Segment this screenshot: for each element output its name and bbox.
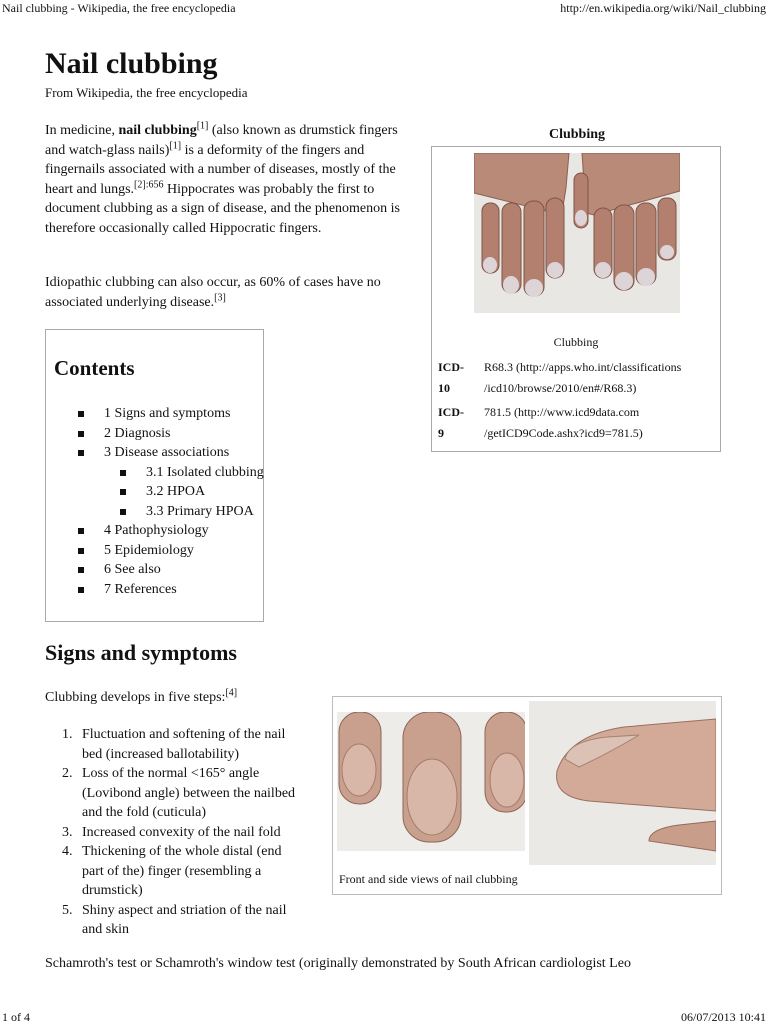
icd9-link[interactable]: 781.5 (http://www.icd9data.com /getICD9Code.ashx?icd9=781.5) <box>484 405 643 440</box>
bullet-icon <box>78 548 84 554</box>
step-number: 3. <box>62 824 73 840</box>
page-title-header: Nail clubbing - Wikipedia, the free encyclopedia <box>2 1 236 15</box>
intro-text-4: Hippocrates was probably the first to document clubbing as a sign of disease, and the phenomenon is therefore occasionally called Hippocratic fingers. <box>45 181 400 236</box>
side-view-photo[interactable] <box>529 701 716 865</box>
bullet-icon <box>78 411 84 417</box>
article-title: Nail clubbing <box>45 47 218 80</box>
print-datetime: 06/07/2013 10:41 <box>680 1010 766 1024</box>
bullet-icon <box>120 489 126 495</box>
infobox-image-label: Clubbing <box>553 335 599 349</box>
toc-item-label: 7 References <box>104 581 177 597</box>
list-item <box>45 842 305 901</box>
list-item <box>45 725 305 764</box>
article-subtitle: From Wikipedia, the free encyclopedia <box>45 85 248 100</box>
icd10-label: ICD-10 <box>438 360 464 395</box>
ref-2[interactable]: [2]:656 <box>134 178 164 190</box>
ref-1b[interactable]: [1] <box>169 139 182 151</box>
front-view-photo[interactable] <box>337 712 525 851</box>
clubbing-hands-photo[interactable] <box>474 153 680 313</box>
toc-item-label: 6 See also <box>104 562 161 577</box>
nail-clubbing-figure <box>332 696 722 895</box>
figure-caption: Front and side views of nail clubbing <box>339 872 518 886</box>
ref-4[interactable]: [4] <box>225 687 238 699</box>
table-of-contents <box>45 329 264 622</box>
icd10-link[interactable]: R68.3 (http://apps.who.int/classifications /icd10/browse/2010/en#/R68.3) <box>484 360 682 395</box>
schamroth-paragraph: Schamroth's test or Schamroth's window test (originally demonstrated by South African cardiologist Leo <box>45 956 631 971</box>
step-number: 2. <box>62 766 73 781</box>
intro-text-3: is a deformity of the fingers and fingernails associated with a number of diseases, mostly of the heart and lungs. <box>45 142 396 197</box>
steps-intro-text: Clubbing develops in five steps: <box>45 690 226 705</box>
url-header: http://en.wikipedia.org/wiki/Nail_clubbing <box>560 1 766 15</box>
idiopathic-text: Idiopathic clubbing can also occur, as 60% of cases have no associated underlying disease. <box>45 275 381 310</box>
idiopathic-paragraph <box>45 273 417 312</box>
term-nail-clubbing: nail clubbing <box>118 123 197 138</box>
toc-item-label: 3 Disease associations <box>104 445 230 460</box>
toc-item-label: 5 Epidemiology <box>104 542 194 558</box>
list-item <box>45 764 305 823</box>
step-text: Thickening of the whole distal (end part of the) finger (resembling a drumstick) <box>82 844 282 898</box>
toc-item-label: 4 Pathophysiology <box>104 523 209 538</box>
step-number: 1. <box>62 727 73 742</box>
infobox-caption: Clubbing <box>548 127 606 142</box>
step-text: Shiny aspect and striation of the nail and skin <box>82 902 287 937</box>
step-text: Increased convexity of the nail fold <box>82 824 281 840</box>
intro-paragraph <box>45 121 417 238</box>
ref-3[interactable]: [3] <box>214 291 226 303</box>
bullet-icon <box>120 470 126 476</box>
toc-item-label: 3.1 Isolated clubbing <box>146 464 264 480</box>
toc-item-label: 1 Signs and symptoms <box>104 406 231 421</box>
toc-title: Contents <box>54 356 135 380</box>
toc-item-label: 3.3 Primary HPOA <box>146 503 254 519</box>
step-number: 4. <box>62 844 73 859</box>
bullet-icon <box>78 431 84 437</box>
infobox <box>431 146 721 452</box>
intro-text-2: (also known as drumstick fingers and watch-glass nails) <box>45 123 398 158</box>
steps-list <box>45 725 305 940</box>
bullet-icon <box>78 567 84 573</box>
step-text: Fluctuation and softening of the nail bed (increased ballotability) <box>82 727 286 762</box>
step-number: 5. <box>62 902 73 918</box>
list-item <box>45 901 305 940</box>
bullet-icon <box>120 509 126 515</box>
section-heading-signs: Signs and symptoms <box>45 640 237 665</box>
toc-item-label: 3.2 HPOA <box>146 484 206 499</box>
bullet-icon <box>78 450 84 456</box>
list-item <box>45 823 305 843</box>
icd9-label: ICD-9 <box>438 405 464 440</box>
intro-text-1: In medicine, <box>45 123 119 138</box>
page-count: 1 of 4 <box>2 1010 30 1024</box>
bullet-icon <box>78 587 84 593</box>
step-text: Loss of the normal <165° angle (Lovibond angle) between the nailbed and the fold (cuticula) <box>82 766 296 820</box>
toc-item-label: 2 Diagnosis <box>104 425 171 441</box>
ref-1[interactable]: [1] <box>196 120 209 132</box>
bullet-icon <box>78 528 84 534</box>
